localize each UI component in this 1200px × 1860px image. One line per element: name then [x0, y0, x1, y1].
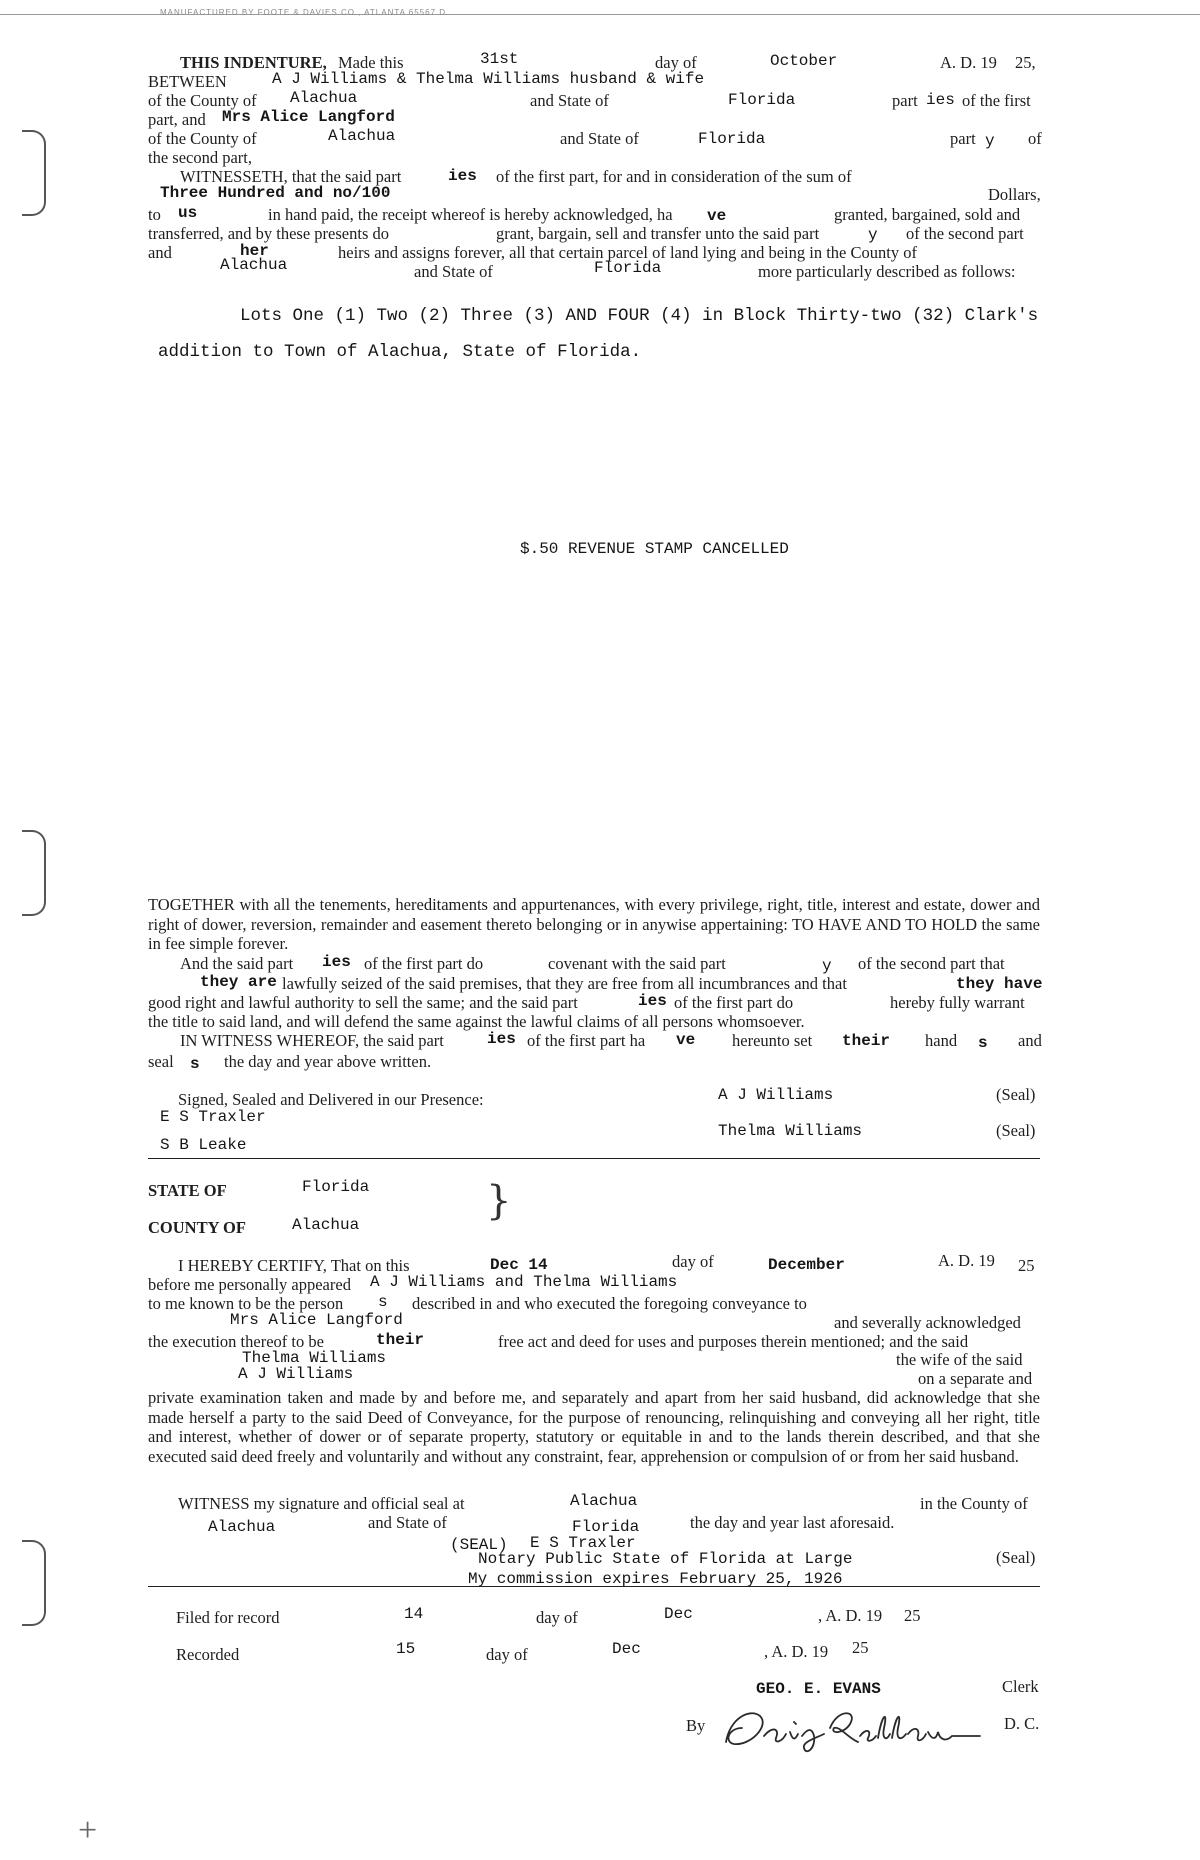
- in-county-label: in the County of: [920, 1494, 1028, 1513]
- dollars-label: Dollars,: [988, 185, 1041, 204]
- filed-day: 14: [404, 1605, 424, 1623]
- part-suffix-y: y: [985, 132, 995, 150]
- notary-name: E S Traxler: [530, 1534, 636, 1552]
- seal-1: (Seal): [996, 1085, 1036, 1104]
- revenue-stamp-note: $.50 REVENUE STAMP CANCELLED: [520, 540, 789, 558]
- witnesseth-suffix: ies: [448, 167, 477, 185]
- land-county: Alachua: [220, 256, 288, 274]
- hand-label: hand: [925, 1031, 958, 1050]
- indenture-label: THIS INDENTURE,: [180, 53, 327, 72]
- known-label: to me known to be the person: [148, 1294, 344, 1313]
- recorded-day: 15: [396, 1640, 416, 1658]
- brace-mark: }: [486, 1178, 512, 1224]
- cert-month: December: [768, 1256, 845, 1274]
- grantors: A J Williams & Thelma Williams husband & wife: [272, 70, 705, 88]
- notary-commission: My commission expires February 25, 1926: [468, 1570, 843, 1588]
- and-label-2: and: [1018, 1031, 1042, 1050]
- consideration-label: of the first part, for and in consideration of the sum of: [496, 167, 852, 186]
- seal-label: seal: [148, 1052, 174, 1071]
- ad-label: A. D. 19: [940, 53, 997, 72]
- of-second-label: of the second part: [906, 224, 1024, 243]
- covenant-label-a: And the said part: [180, 954, 294, 973]
- binder-clip-top: [22, 130, 46, 216]
- deputy-clerk-signature: [720, 1698, 1020, 1758]
- and-state-label: and State of: [530, 91, 609, 110]
- granted-label: granted, bargained, sold and: [834, 205, 1021, 224]
- they-are: they are: [200, 973, 277, 991]
- notary-seal-mark: (SEAL): [450, 1536, 508, 1554]
- ack-grantee: Mrs Alice Langford: [230, 1311, 403, 1329]
- grantor-state: Florida: [728, 91, 796, 109]
- in-witness-label: IN WITNESS WHEREOF, the said part: [180, 1031, 444, 1050]
- transferred-label: transferred, and by these presents do: [148, 224, 389, 243]
- land-state: Florida: [594, 259, 662, 277]
- recorded-year: 25: [852, 1638, 869, 1657]
- witness-2: S B Leake: [160, 1136, 247, 1154]
- deed-year: 25,: [1015, 53, 1036, 72]
- notary-title: Notary Public State of Florida at Large: [478, 1550, 853, 1568]
- separate-label: on a separate and: [918, 1369, 1033, 1388]
- appeared-persons: A J Williams and Thelma Williams: [370, 1273, 678, 1291]
- private-examination-text: private examination taken and made by and before me, and separately and apart from her said husband, did acknowledge that she made herself a party to the said Deed of Conveyance, for the purpose of renouncing, relinquishing and conveying all her right, title and interest, whether of dower or of separate property, statutory or equitable in and to the lands therein described, and that she executed said deed freely and voluntarily and without any constraint, fear, apprehension or compulsion of or from her said husband.: [148, 1388, 1040, 1466]
- and-label: and: [148, 243, 172, 262]
- covenant-suffix-ies: ies: [322, 953, 351, 971]
- last-aforesaid-label: the day and year last aforesaid.: [690, 1513, 895, 1532]
- title-defend-label: the title to said land, and will defend the same against the lawful claims of all persons whomsoever.: [148, 1012, 805, 1031]
- made-this-label: Made this: [338, 53, 404, 72]
- manufacturer-imprint: MANUFACTURED BY FOOTE & DAVIES CO., ATLANTA 65567 D: [160, 8, 447, 17]
- legal-description-line-1: Lots One (1) Two (2) Three (3) AND FOUR (4) in Block Thirty-two (32) Clark's: [240, 306, 1039, 326]
- day-year-label: the day and year above written.: [224, 1052, 432, 1071]
- grantee-county: Alachua: [328, 127, 396, 145]
- cert-day: Dec 14: [490, 1256, 548, 1274]
- have-suffix: ve: [707, 207, 727, 225]
- grant-suffix: y: [868, 226, 878, 244]
- second-part-label: the second part,: [148, 148, 253, 167]
- seal-suffix: s: [190, 1055, 200, 1073]
- section-divider-2: [148, 1586, 1040, 1587]
- covenant-label-c: covenant with the said part: [548, 954, 726, 973]
- husband-name: A J Williams: [238, 1365, 354, 1383]
- in-witness-ve: ve: [676, 1031, 696, 1049]
- part-label-2: part: [950, 129, 976, 148]
- part-and-label: part, and: [148, 110, 206, 129]
- to-label: to: [148, 205, 161, 224]
- of-county-label-2: of the County of: [148, 129, 257, 148]
- severally-label: and severally acknowledged: [834, 1313, 1021, 1332]
- presence-label: Signed, Sealed and Delivered in our Presence:: [178, 1090, 484, 1109]
- of-label: of: [1028, 129, 1042, 148]
- deed-month: October: [770, 52, 838, 70]
- cert-ad: A. D. 19: [938, 1251, 995, 1270]
- covenant-label-d: of the second part that: [858, 954, 1005, 973]
- of-first-label: of the first: [962, 91, 1031, 110]
- cross-mark: +: [78, 1812, 98, 1849]
- known-suffix: s: [378, 1293, 388, 1311]
- covenant-suffix-y: y: [822, 957, 832, 975]
- heirs-text: heirs and assigns forever, all that certain parcel of land lying and being in the County of: [338, 243, 917, 262]
- cert-day-of: day of: [672, 1252, 714, 1271]
- grantor-1-signature: A J Williams: [718, 1086, 834, 1104]
- witness-sig-label: WITNESS my signature and official seal at: [178, 1494, 465, 1513]
- sig-state: Florida: [572, 1518, 640, 1536]
- filed-month: Dec: [664, 1605, 693, 1623]
- execution-label: the execution thereof to be: [148, 1332, 324, 1351]
- consideration-sum: Three Hundred and no/100: [160, 184, 391, 202]
- in-hand-label: in hand paid, the receipt whereof is hereby acknowledged, ha: [268, 205, 673, 224]
- of-county-label: of the County of: [148, 91, 257, 110]
- recorded-label: Recorded: [176, 1645, 240, 1664]
- seal-3: (Seal): [996, 1548, 1036, 1567]
- day-of-label: day of: [655, 53, 697, 72]
- hand-suffix: s: [978, 1034, 988, 1052]
- legal-description-line-2: addition to Town of Alachua, State of Florida.: [158, 342, 642, 362]
- sig-and-state-label: and State of: [368, 1513, 447, 1532]
- section-divider-1: [148, 1158, 1040, 1159]
- binder-clip-middle: [22, 830, 46, 916]
- seal-2: (Seal): [996, 1121, 1036, 1140]
- grantor-2-signature: Thelma Williams: [718, 1122, 863, 1140]
- dc-label: D. C.: [1004, 1714, 1040, 1733]
- they-have: they have: [956, 975, 1043, 993]
- recorded-month: Dec: [612, 1640, 641, 1658]
- free-act-label: free act and deed for uses and purposes therein mentioned; and the said: [498, 1332, 969, 1351]
- and-state-label-2: and State of: [560, 129, 639, 148]
- filed-year: 25: [904, 1606, 921, 1625]
- county-of-label: COUNTY OF: [148, 1218, 246, 1237]
- paid-to: us: [178, 204, 198, 222]
- described-label: described in and who executed the foregoing conveyance to: [412, 1294, 807, 1313]
- filed-day-of: day of: [536, 1608, 578, 1627]
- cert-year: 25: [1018, 1256, 1035, 1275]
- good-right-label-b: of the first part do: [674, 993, 794, 1012]
- wife-name: Thelma Williams: [242, 1349, 387, 1367]
- clerk-label: Clerk: [1002, 1677, 1039, 1696]
- land-and-state-label: and State of: [414, 262, 493, 281]
- grant-bargain-label: grant, bargain, sell and transfer unto the said part: [496, 224, 820, 243]
- before-me-label: before me personally appeared: [148, 1275, 351, 1294]
- execution-their: their: [376, 1331, 425, 1349]
- more-particularly-label: more particularly described as follows:: [758, 262, 1016, 281]
- part-label: part: [892, 91, 918, 110]
- by-label: By: [686, 1716, 706, 1735]
- grantor-county: Alachua: [290, 89, 358, 107]
- warrant-label: hereby fully warrant: [890, 993, 1025, 1012]
- recorded-ad: , A. D. 19: [764, 1642, 829, 1661]
- in-witness-suffix: ies: [487, 1030, 516, 1048]
- witnesseth-label: WITNESSETH, that the said part: [180, 167, 402, 186]
- certify-label: I HEREBY CERTIFY, That on this: [178, 1256, 410, 1275]
- in-witness-label-b: of the first part ha: [527, 1031, 646, 1050]
- their-word: their: [842, 1032, 891, 1050]
- lawfully-label: lawfully seized of the said premises, that they are free from all incumbrances and that: [282, 974, 847, 993]
- sig-place: Alachua: [570, 1492, 638, 1510]
- binder-clip-bottom: [22, 1540, 46, 1626]
- state-of-label: STATE OF: [148, 1181, 227, 1200]
- sig-county: Alachua: [208, 1518, 276, 1536]
- grantee-name: Mrs Alice Langford: [222, 108, 395, 126]
- part-suffix-ies: ies: [926, 91, 955, 109]
- deed-day: 31st: [480, 50, 519, 68]
- witness-1: E S Traxler: [160, 1108, 266, 1126]
- clerk-name: GEO. E. EVANS: [756, 1680, 881, 1698]
- grantee-state: Florida: [698, 130, 766, 148]
- good-right-suffix: ies: [638, 992, 667, 1010]
- wife-of-label: the wife of the said: [896, 1350, 1023, 1369]
- heirs-pronoun: her: [240, 242, 269, 260]
- filed-label: Filed for record: [176, 1608, 280, 1627]
- between-label: BETWEEN: [148, 72, 227, 91]
- recorded-day-of: day of: [486, 1645, 528, 1664]
- hereunto-label: hereunto set: [732, 1031, 813, 1050]
- ack-state: Florida: [302, 1178, 370, 1196]
- together-clause: TOGETHER with all the tenements, hereditaments and appurtenances, with every privilege, right, title, interest and estate, dower and right of dower, reversion, remainder and easement thereto belonging or in anywise appertaining: TO HAVE AND TO HOLD the same in fee simple forever.: [148, 895, 1040, 953]
- filed-ad: , A. D. 19: [818, 1606, 883, 1625]
- covenant-label-b: of the first part do: [364, 954, 484, 973]
- ack-county: Alachua: [292, 1216, 360, 1234]
- good-right-label: good right and lawful authority to sell the same; and the said part: [148, 993, 578, 1012]
